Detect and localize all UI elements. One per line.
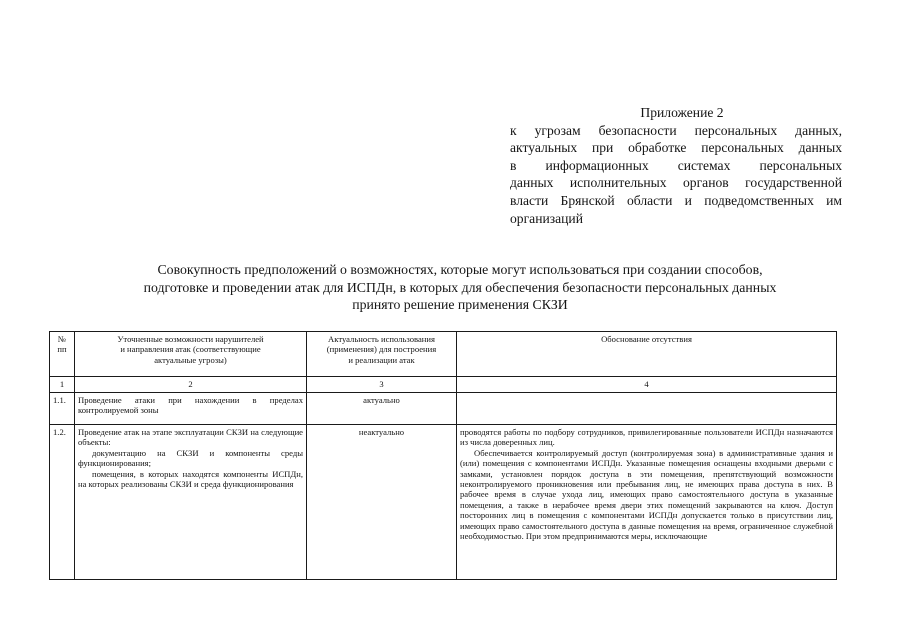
row-number: 1.2. <box>50 425 75 580</box>
row-justification <box>457 393 837 425</box>
title-line: подготовке и проведении атак для ИСПДн, в которых для обеспечения безопасности персональных данных <box>143 279 777 295</box>
column-number: 1 <box>50 377 75 393</box>
appendix-block <box>510 104 842 227</box>
appendix-line: организаций <box>510 210 583 226</box>
row-capability <box>75 393 307 425</box>
threat-table <box>49 331 837 580</box>
capability-text: документацию на СКЗИ и компоненты среды функционирования; <box>78 447 303 469</box>
document-title <box>60 261 860 314</box>
header-number <box>50 332 75 377</box>
header-text: актуальные угрозы) <box>154 354 227 365</box>
row-relevance: актуально <box>307 393 457 425</box>
capability-text: помещения, в которых находятся компоненты ИСПДн, на которых реализованы СКЗИ и среда функционирования <box>78 468 303 490</box>
column-number: 2 <box>75 377 307 393</box>
column-number: 4 <box>457 377 837 393</box>
header-text: Уточненные возможности нарушителей <box>117 334 264 344</box>
column-number-row <box>50 377 837 393</box>
row-justification <box>457 425 837 580</box>
header-row <box>50 332 837 377</box>
justification-text: проводятся работы по подбору сотрудников, привилегированные пользователи ИСПДн назначаются из числа доверенных лиц. <box>460 427 833 448</box>
header-text: № <box>57 334 67 344</box>
header-text: и реализации атак <box>348 354 415 365</box>
appendix-line: в информационных системах персональных <box>510 157 842 173</box>
table-row <box>50 393 837 425</box>
row-capability <box>75 425 307 580</box>
header-text: пп <box>57 344 67 355</box>
column-number: 3 <box>307 377 457 393</box>
header-justification <box>457 332 837 377</box>
header-capabilities <box>75 332 307 377</box>
title-line: принято решение применения СКЗИ <box>352 297 568 313</box>
justification-text: Обеспечивается контролируемый доступ (контролируемая зона) в административные здания и (или) помещения с компонентами ИСПДн. Указанные помещения оснащены входными дверьми с замками, установлен порядок доступа в эти помещения, препятствующий возможности неконтролируемого проникновения или пребывания лиц, не имеющих права доступа в них. В рабочее время в случае ухода лиц, имеющих право самостоятельного доступа в указанные помещения, а также в нерабочее время двери этих помещений закрываются на ключ. Доступ посторонних лиц в помещения с компонентами ИСПДн допускается только в присутствии лиц, имеющих право самостоятельного доступа в данные помещения на время, ограниченное служебной необходимостью. При этом предпринимаются меры, исключающие <box>460 447 833 542</box>
row-number: 1.1. <box>50 393 75 425</box>
appendix-line: власти Брянской области и подведомственных им <box>510 192 842 208</box>
title-line: Совокупность предположений о возможностях, которые могут использоваться при создании способов, <box>157 262 763 277</box>
header-text: (применения) для построения <box>326 344 437 355</box>
header-text: Актуальность использования <box>328 334 435 344</box>
appendix-line: к угрозам безопасности персональных данных, <box>510 122 842 138</box>
appendix-title: Приложение 2 <box>640 105 724 120</box>
capability-text: Проведение атаки при нахождении в пределах контролируемой зоны <box>78 395 303 416</box>
header-text: и направления атак (соответствующие <box>120 344 261 355</box>
appendix-line: данных исполнительных органов государственной <box>510 175 842 191</box>
header-text: Обоснование отсутствия <box>601 334 692 344</box>
row-relevance: неактуально <box>307 425 457 580</box>
header-relevance <box>307 332 457 377</box>
capability-text: Проведение атак на этапе эксплуатации СКЗИ на следующие объекты: <box>78 427 303 448</box>
appendix-line: актуальных при обработке персональных данных <box>510 140 842 156</box>
table-row <box>50 425 837 580</box>
